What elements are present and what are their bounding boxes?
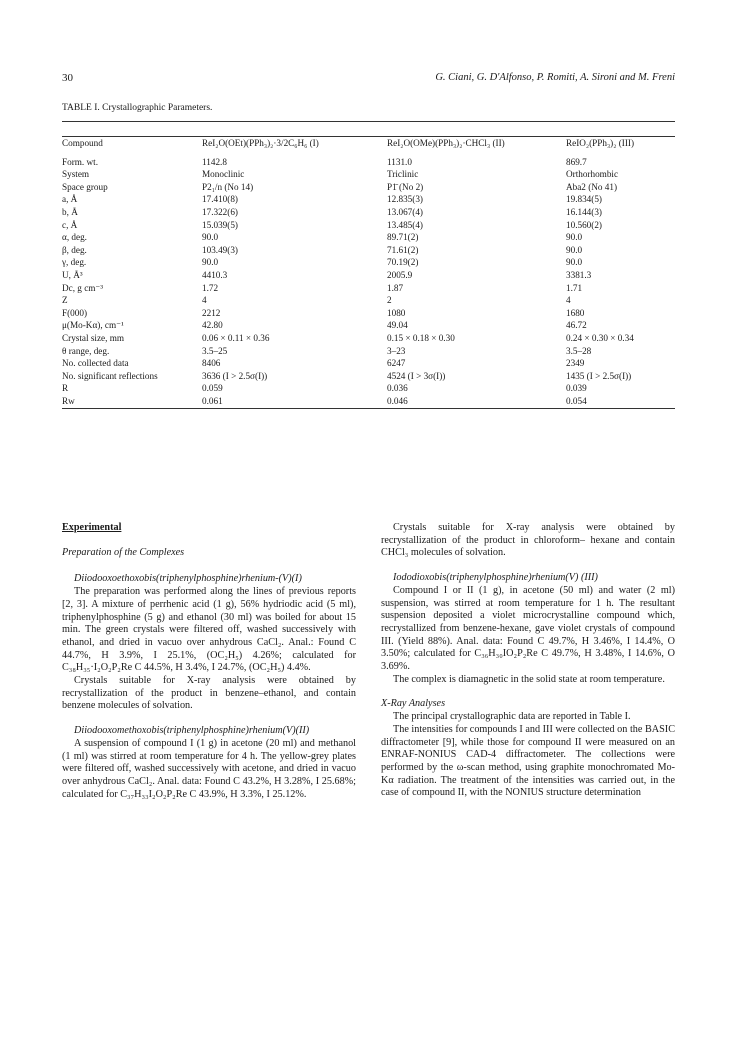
table-cell: 0.06 × 0.11 × 0.36 xyxy=(202,332,270,343)
table-row xyxy=(62,395,675,408)
table-bottom-rule xyxy=(62,408,675,409)
table-cell: 4 xyxy=(202,295,207,306)
table-row xyxy=(62,193,675,206)
table-row-label: β, deg. xyxy=(62,244,87,255)
xray-paragraph-2: The intensities for compounds I and III were collected on the BASIC diffractometer [9], while those for compound II were measured on an ENRAF-NONIUS CAD-4 diffractometer. The collections were performed by the ω-scan method, using graphite monochromated Mo-Kα radiation. The treatment of the intensities was carried out, in the case of compound II, with the NONIUS structure determination xyxy=(381,723,675,799)
table-cell: 1.87 xyxy=(387,282,404,293)
table-cell: 70.19(2) xyxy=(387,257,419,268)
table-cell: 71.61(2) xyxy=(387,244,419,255)
table-cell: Triclinic xyxy=(387,169,419,180)
table-cell: 4410.3 xyxy=(202,269,228,280)
table-row xyxy=(62,357,675,370)
table-row-label: b, Å xyxy=(62,206,78,217)
table-cell: 1.71 xyxy=(566,282,583,293)
table-cell: 0.15 × 0.18 × 0.30 xyxy=(387,332,455,343)
compound-3-property-paragraph: The complex is diamagnetic in the solid state at room temperature. xyxy=(393,673,665,685)
table-cell: 1131.0 xyxy=(387,156,412,167)
table-row-label: γ, deg. xyxy=(62,257,87,268)
table-row xyxy=(62,269,675,282)
table-cell: 2005.9 xyxy=(387,269,413,280)
section-heading-experimental: Experimental xyxy=(62,522,122,533)
table-cell: 6247 xyxy=(387,358,406,369)
table-cell: 3–23 xyxy=(387,345,406,356)
compound-1-title: Diiodooxoethoxobis(triphenylphosphine)rhenium-(V)(I) xyxy=(74,573,302,585)
table-cell: Aba2 (No 41) xyxy=(566,181,618,192)
page-number: 30 xyxy=(62,72,73,84)
table-row xyxy=(62,168,675,181)
table-cell: 2 xyxy=(387,295,392,306)
table-row xyxy=(62,282,675,295)
table-cell: 90.0 xyxy=(202,232,219,243)
table-cell: 17.322(6) xyxy=(202,206,238,217)
table-row-label: Dc, g cm⁻³ xyxy=(62,282,104,293)
table-row xyxy=(62,307,675,320)
table-cell: 49.04 xyxy=(387,320,408,331)
subsection-heading-preparation: Preparation of the Complexes xyxy=(62,546,185,558)
table-row-label: Space group xyxy=(62,181,108,192)
table-cell: Orthorhombic xyxy=(566,169,619,180)
left-column xyxy=(62,522,356,801)
table-cell: 0.054 xyxy=(566,395,587,406)
table-cell: 90.0 xyxy=(566,232,583,243)
table-row-label: U, Å³ xyxy=(62,269,83,280)
table-row-label: Crystal size, mm xyxy=(62,332,125,343)
table-cell: ReI₂O(OEt)(PPh₃)₂·3/2C₆H₆ (I) xyxy=(202,138,319,148)
compound-2-crystals-paragraph: Crystals suitable for X-ray analysis were obtained by recrystallization of the product in chloroform– hexane and contain CHCl₃ molecules of solvation. xyxy=(381,522,675,559)
table-cell: 3636 (I > 2.5σ(I)) xyxy=(202,370,268,381)
table-cell: 3381.3 xyxy=(566,269,592,280)
table-cell: 2349 xyxy=(566,358,585,369)
crystallographic-parameters-table xyxy=(62,137,675,407)
subsection-heading-xray: X-Ray Analyses xyxy=(381,698,446,710)
table-row-label: System xyxy=(62,169,90,180)
table-cell: 13.485(4) xyxy=(387,219,423,230)
table-top-rule xyxy=(62,121,675,122)
table-row xyxy=(62,244,675,257)
table-cell: 4524 (I > 3σ(I)) xyxy=(387,370,446,381)
table-row-label: Compound xyxy=(62,138,103,148)
table-row-label: a, Å xyxy=(62,194,78,205)
table-row xyxy=(62,294,675,307)
table-row-label: c, Å xyxy=(62,219,78,230)
table-cell: 90.0 xyxy=(202,257,219,268)
table-cell: 15.039(5) xyxy=(202,219,238,230)
table-cell: 1142.8 xyxy=(202,156,227,167)
table-cell: 3.5–25 xyxy=(202,345,228,356)
table-cell: 89.71(2) xyxy=(387,232,419,243)
table-cell: 1680 xyxy=(566,307,585,318)
table-row-label: No. significant reflections xyxy=(62,370,158,381)
table-cell: 2212 xyxy=(202,307,221,318)
table-row xyxy=(62,231,675,244)
table-cell: 103.49(3) xyxy=(202,244,238,255)
table-row xyxy=(62,345,675,358)
table-row-label: Rw xyxy=(62,395,75,406)
table-cell: 869.7 xyxy=(566,156,587,167)
table-row xyxy=(62,382,675,395)
table-cell: 19.834(5) xyxy=(566,194,602,205)
table-cell: ReIO₂(PPh₃)₂ (III) xyxy=(566,138,635,148)
table-cell: ReI₂O(OMe)(PPh₃)₂·CHCl₃ (II) xyxy=(387,138,505,148)
compound-1-paragraph: The preparation was performed along the lines of previous reports [2, 3]. A mixture of perrhenic acid (1 g), 56% hydriodic acid (5 ml), triphenylphosphine (5 g) and ethanol (30 ml) was boiled for about 15 min. The green crystals were filtered off, washed successively with ethanol, and dried in vacuo over anhydrous CaCl₂. Anal.: Found C 44.7%, H 3.9%, I 25.1%, (OC₂H₅) 4.26%; calculated for C₃₈H₃₅·I₂O₂P₂Re C 44.5%, H 3.4%, I 24.7%, (OC₂H₅) 4.4%. xyxy=(62,586,356,674)
table-row-label: R xyxy=(62,383,69,394)
table-cell: P1̄ (No 2) xyxy=(387,181,424,192)
table-cell: 10.560(2) xyxy=(566,219,602,230)
table-row-label: μ(Mo-Kα), cm⁻¹ xyxy=(62,320,124,331)
table-row-label: Z xyxy=(62,295,68,306)
xray-paragraph-1: The principal crystallographic data are reported in Table I. xyxy=(393,711,631,723)
table-cell: 17.410(8) xyxy=(202,194,238,205)
table-cell: 1.72 xyxy=(202,282,219,293)
table-cell: 0.046 xyxy=(387,395,408,406)
table-cell: 1080 xyxy=(387,307,406,318)
right-column xyxy=(381,522,675,800)
table-cell: 8406 xyxy=(202,358,221,369)
table-header-row xyxy=(62,137,675,156)
compound-3-title: Iododioxobis(triphenylphosphine)rhenium(V) (III) xyxy=(393,572,598,584)
table-cell: 1435 (I > 2.5σ(I)) xyxy=(566,370,632,381)
table-row xyxy=(62,319,675,332)
table-cell: 16.144(3) xyxy=(566,206,602,217)
table-cell: 0.059 xyxy=(202,383,223,394)
table-cell: 0.039 xyxy=(566,383,587,394)
table-cell: 3.5–28 xyxy=(566,345,592,356)
compound-2-paragraph: A suspension of compound I (1 g) in acetone (20 ml) and methanol (1 ml) was stirred at room temperature for 4 h. The yellow-grey plates were filtered off, washed successively with acetone, and dried in vacuo over anhydrous CaCl₂. Anal. data: Found C 43.2%, H 3.28%, I 25.68%; calculated for C₃₇H₃₃I₂O₂P₂Re C 43.9%, H 3.3%, I 25.12%. xyxy=(62,737,356,800)
table-row-label: α, deg. xyxy=(62,232,87,243)
table-cell: 90.0 xyxy=(566,257,583,268)
table-cell: 0.036 xyxy=(387,383,408,394)
compound-2-title: Diiodooxomethoxobis(triphenylphosphine)rhenium(V)(II) xyxy=(74,725,310,737)
table-row xyxy=(62,181,675,194)
table-cell: 46.72 xyxy=(566,320,587,331)
table-row xyxy=(62,156,675,169)
table-row-label: F(000) xyxy=(62,307,88,318)
table-caption: TABLE I. Crystallographic Parameters. xyxy=(62,103,213,113)
table-row xyxy=(62,332,675,345)
table-row xyxy=(62,206,675,219)
table-cell: P2₁/n (No 14) xyxy=(202,181,254,192)
table-cell: 13.067(4) xyxy=(387,206,423,217)
table-row-label: No. collected data xyxy=(62,358,129,369)
compound-3-paragraph: Compound I or II (1 g), in acetone (50 ml) and water (2 ml) suspension, was stirred at room temperature for 1 h. The resultant suspension deposited a violet microcrystalline compound which, recrystallized from benzene-hexane, gave violet crystals of compound III. (Yield 88%). Anal. data: Found C 49.7%, H 3.46%, I 14.4%, O 3.50%; calculated for C₃₆H₃₀IO₂P₂Re C 49.7%, H 3.48%, I 14.6%, O 3.69%. xyxy=(381,584,675,673)
table-row xyxy=(62,256,675,269)
table-cell: 12.835(3) xyxy=(387,194,423,205)
table-row xyxy=(62,219,675,232)
table-cell: 42.80 xyxy=(202,320,223,331)
compound-1-crystals-paragraph: Crystals suitable for X-ray analysis were obtained by recrystallization of the product in benzene–ethanol, and contain benzene molecules of solvation. xyxy=(62,675,356,712)
table-row-label: Form. wt. xyxy=(62,156,98,167)
table-cell: 0.24 × 0.30 × 0.34 xyxy=(566,332,634,343)
table-cell: 90.0 xyxy=(566,244,583,255)
table-row-label: θ range, deg. xyxy=(62,345,110,356)
table-row xyxy=(62,370,675,383)
table-cell: Monoclinic xyxy=(202,169,245,180)
running-head-authors: G. Ciani, G. D'Alfonso, P. Romiti, A. Sironi and M. Freni xyxy=(435,72,675,83)
table-cell: 4 xyxy=(566,295,571,306)
table-cell: 0.061 xyxy=(202,395,223,406)
